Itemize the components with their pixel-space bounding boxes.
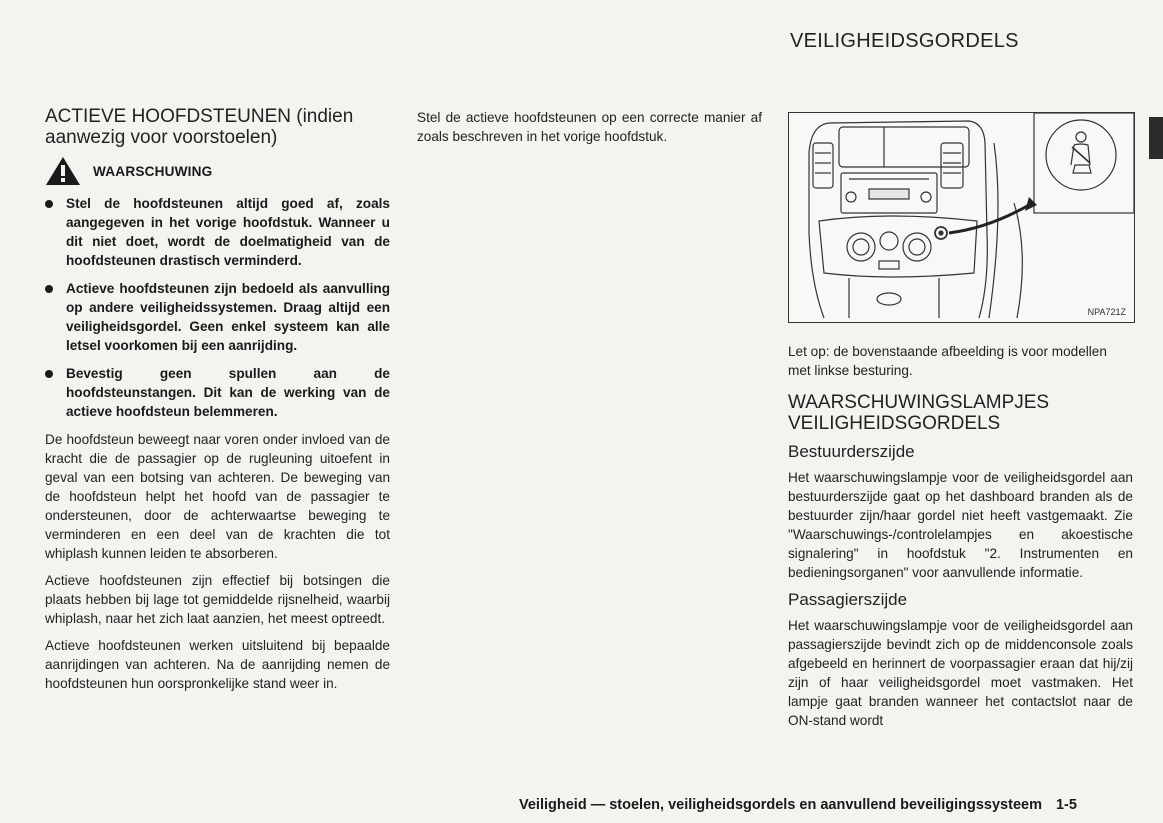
section-heading-seatbelt-warning-lamps: WAARSCHUWINGSLAMPJES VEILIGHEIDSGORDELS <box>788 392 1050 434</box>
page-number: 1-5 <box>1055 797 1077 813</box>
right-column <box>788 112 1133 738</box>
warning-list <box>45 194 390 421</box>
figure-code: NPA721Z <box>1087 307 1126 317</box>
subheading-passenger-side: Passagierszijde <box>788 590 908 609</box>
bullet-icon <box>45 200 53 208</box>
body-paragraph: Actieve hoofdsteunen zijn effectief bij botsingen die plaats hebben bij lage tot gemiddelde rijsnelheid, waarbij whiplash, naar het zich laat aanzien, het meest optreedt. <box>45 573 390 626</box>
bullet-icon <box>45 370 53 378</box>
body-paragraph: Stel de actieve hoofdsteunen op een correcte manier af zoals beschreven in het vorige hoofdstuk. <box>417 110 762 144</box>
warning-label: WAARSCHUWING <box>93 163 213 179</box>
figure-note: Let op: de bovenstaande afbeelding is voor modellen met linkse besturing. <box>788 344 1107 378</box>
warning-item: Stel de hoofdsteunen altijd goed af, zoals aangegeven in het vorige hoofdstuk. Wanneer u dit niet doet, wordt de doelmatigheid van de hoofdsteunen drastisch verminderd. <box>45 194 390 270</box>
body-paragraph: Het waarschuwingslampje voor de veiligheidsgordel aan passagierszijde bevindt zich op de middenconsole zoals afgebeeld en herinnert de voorpassagier eraan dat hij/zij zijn of haar veiligheidsgordel moet vastmaken. Het lampje gaat branden wanneer het contactslot naar de ON-stand wordt <box>788 618 1133 728</box>
bullet-icon <box>45 285 53 293</box>
warning-item: Actieve hoofdsteunen zijn bedoeld als aanvulling op andere veiligheidssystemen. Draag altijd een veiligheidsgordel. Geen enkel systeem kan alle letsel voorkomen bij een aanrijding. <box>45 279 390 355</box>
center-console-figure <box>788 112 1135 323</box>
warning-item: Bevestig geen spullen aan de hoofdsteunstangen. Dit kan de werking van de actieve hoofdsteun belemmeren. <box>45 364 390 421</box>
left-column <box>45 106 390 701</box>
footer-chapter-title: Veiligheid — stoelen, veiligheidsgordels en aanvullend beveiligingssysteem <box>519 797 1042 813</box>
section-heading-active-headrests: ACTIEVE HOOFDSTEUNEN (indien aanwezig voor voorstoelen) <box>45 106 354 148</box>
warning-triangle-icon <box>45 156 81 186</box>
warning-header <box>45 156 390 186</box>
chapter-thumb-tab <box>1149 117 1163 159</box>
middle-column <box>417 108 762 154</box>
center-console-illustration <box>789 113 1134 322</box>
running-title: VEILIGHEIDSGORDELS <box>790 30 1019 52</box>
page-footer <box>519 797 1077 813</box>
body-paragraph: Het waarschuwingslampje voor de veiligheidsgordel aan bestuurderszijde gaat op het dashboard branden als de bestuurder zijn/haar gordel niet heeft vastgemaakt. Zie "Waarschuwings-/controlelampjes en akoestische signalering" in hoofdstuk "2. Instrumenten en bedieningsorganen" voor aanvullende informatie. <box>788 470 1133 580</box>
subheading-driver-side: Bestuurderszijde <box>788 442 915 461</box>
body-paragraph: Actieve hoofdsteunen werken uitsluitend bij bepaalde aanrijdingen van achteren. Na de aanrijding nemen de hoofdsteunen hun oorspronkelijke stand weer in. <box>45 638 390 691</box>
body-paragraph: De hoofdsteun beweegt naar voren onder invloed van de kracht die de passagier op de rugleuning uitoefent in geval van een botsing van achteren. De beweging van de hoofdsteun helpt het hoofd van de passagier te ondersteunen, door de achterwaartse beweging te verminderen en een deel van de krachten die tot whiplash kunnen leiden te absorberen. <box>45 432 390 561</box>
